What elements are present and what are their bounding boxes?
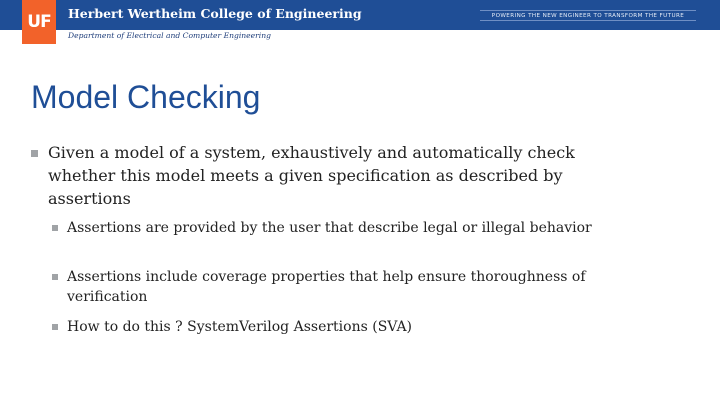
slide-title: Model Checking: [31, 79, 261, 115]
square-bullet-icon: [31, 150, 38, 157]
college-tagline: POWERING THE NEW ENGINEER TO TRANSFORM THE FUTURE: [480, 10, 696, 21]
bullet-text: Given a model of a system, exhaustively and automatically check whether this model meets a given specification as described by assertions: [48, 143, 575, 208]
square-bullet-icon: [52, 225, 58, 231]
college-name: Herbert Wertheim College of Engineering: [68, 6, 362, 21]
sub-bullet-text: Assertions are provided by the user that describe legal or illegal behavior: [67, 220, 592, 236]
uf-logo: UF: [22, 0, 56, 44]
square-bullet-icon: [52, 274, 58, 280]
department-name: Department of Electrical and Computer Engineering: [68, 31, 271, 40]
square-bullet-icon: [52, 324, 58, 330]
sub-bullet-text: Assertions include coverage properties that help ensure thoroughness of verification: [67, 269, 586, 305]
sub-bullet-text: How to do this ? SystemVerilog Assertions (SVA): [67, 319, 413, 335]
